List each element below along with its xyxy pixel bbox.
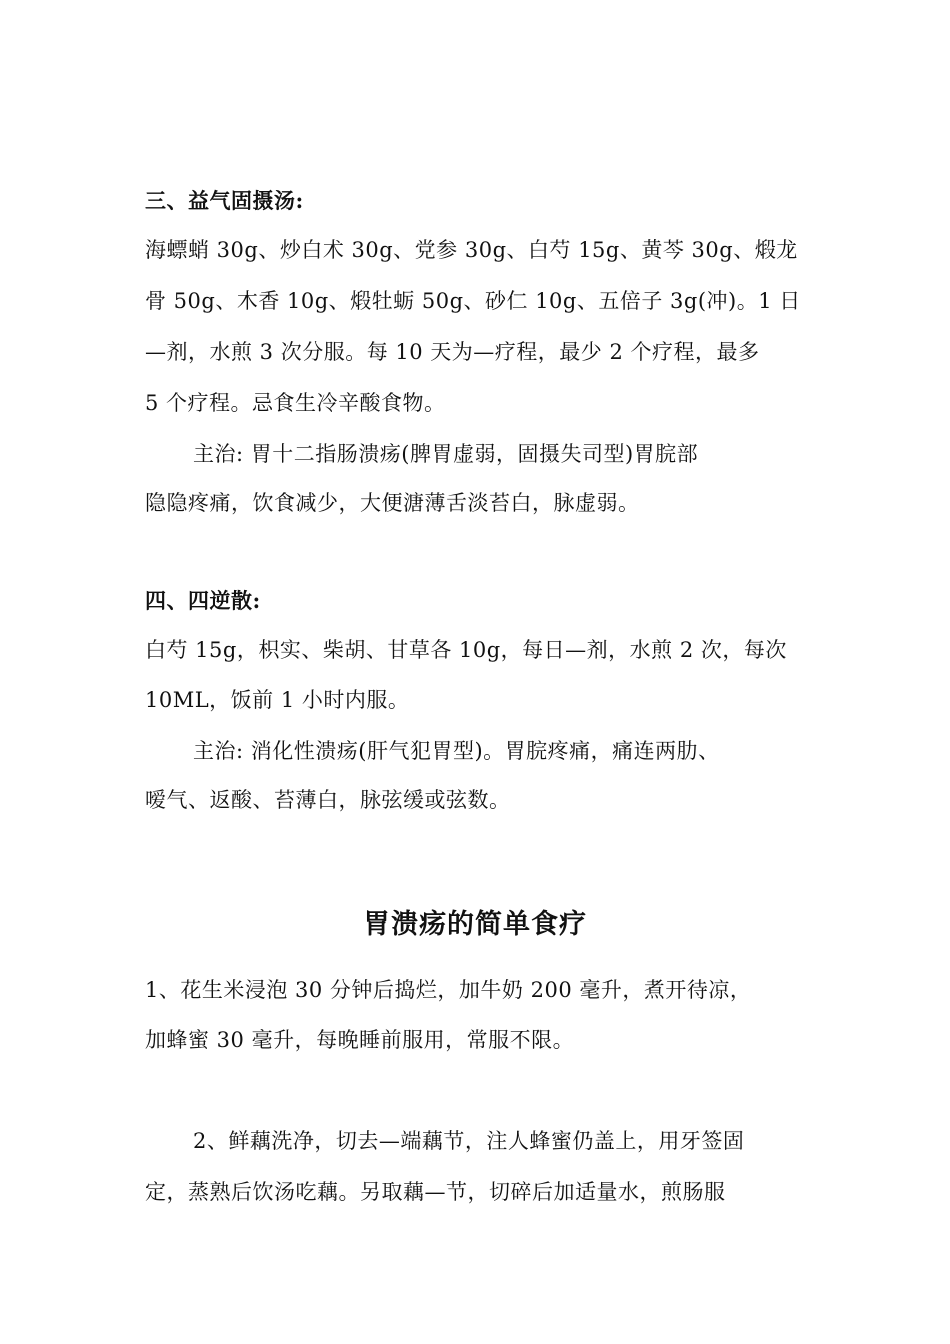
section-3-indication-line-1: 主治: 胃十二指肠溃疡(脾胃虚弱，固摄失司型)胃脘部 bbox=[193, 442, 699, 466]
section-3-indication-line-2: 隐隐疼痛，饮食减少，大便溏薄舌淡苔白，脉虚弱。 bbox=[145, 491, 640, 515]
diet-item-1-line-2: 加蜂蜜 30 毫升，每晚睡前服用，常服不限。 bbox=[145, 1028, 575, 1052]
section-3-line-1: 海螵蛸 30g、炒白术 30g、党参 30g、白芍 15g、黄芩 30g、煅龙 bbox=[145, 238, 798, 262]
diet-item-1-line-1: 1、花生米浸泡 30 分钟后捣烂，加牛奶 200 毫升，煮开待凉， bbox=[145, 978, 752, 1002]
section-4-indication-line-1: 主治: 消化性溃疡(肝气犯胃型)。胃脘疼痛，痛连两肋、 bbox=[193, 739, 720, 763]
section-3-line-2: 骨 50g、木香 10g、煅牡蛎 50g、砂仁 10g、五倍子 3g(冲)。1 日 bbox=[145, 289, 801, 313]
diet-title: 胃溃疡的简单食疗 bbox=[363, 909, 587, 940]
section-3-line-3: —剂，水煎 3 次分服。每 10 天为—疗程，最少 2 个疗程，最多 bbox=[145, 340, 760, 364]
section-4-heading: 四、四逆散: bbox=[145, 588, 261, 613]
section-4-line-1: 白芍 15g，枳实、柴胡、甘草各 10g，每日—剂，水煎 2 次，每次 bbox=[145, 638, 787, 662]
section-3-heading: 三、益气固摄汤: bbox=[145, 188, 304, 213]
diet-item-2-line-2: 定，蒸熟后饮汤吃藕。另取藕—节，切碎后加适量水，煎肠服 bbox=[145, 1180, 726, 1204]
section-4-indication-line-2: 嗳气、返酸、苔薄白，脉弦缓或弦数。 bbox=[145, 788, 511, 812]
section-4-line-2: 10ML，饭前 1 小时内服。 bbox=[145, 688, 410, 712]
diet-item-2-line-1: 2、鲜藕洗净，切去—端藕节，注人蜂蜜仍盖上，用牙签固 bbox=[193, 1129, 745, 1153]
section-3-line-4: 5 个疗程。忌食生冷辛酸食物。 bbox=[145, 391, 446, 415]
